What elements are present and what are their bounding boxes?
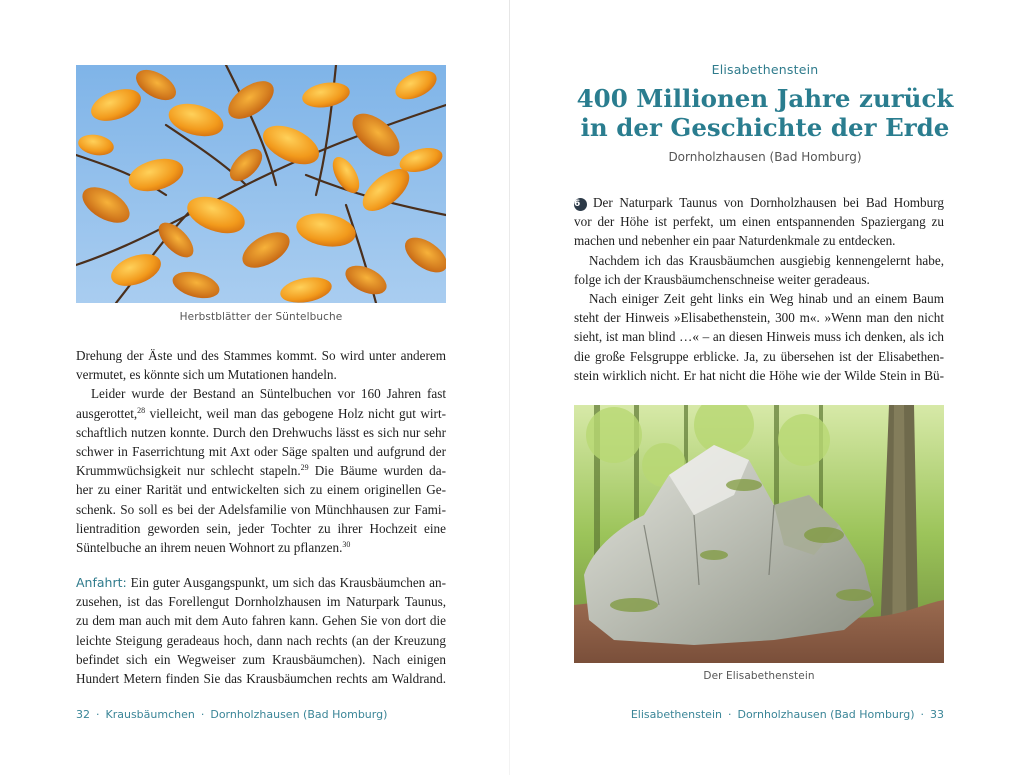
right-footer: Elisabethenstein · Dornholzhausen (Bad Homburg) · 33 (630, 708, 944, 721)
text-line: schenk. So soll es bei der Adelsfamilie von Münchhausen zur Fami- (76, 501, 446, 517)
text-line: Süntelbuche an ihrem neuen Wohnort zu pflanzen.$^{30}$ (76, 540, 351, 556)
text-line: lientradition geworden sein, jeder Tochter zu ihrer Hochzeit eine (76, 520, 446, 536)
text-line: zusehen, ist das Forellengut Dornholzhausen im Naturpark Taunus, (76, 594, 446, 610)
chapter-title-line-1: 400 Millionen Jahre zurück (576, 84, 954, 113)
left-photo-caption: Herbstblätter der Süntelbuche (179, 311, 343, 323)
text-line: die große Felsgruppe erblicke. Ja, zu übersehen ist der Elisabethen- (574, 348, 944, 364)
text-line: schwer in Faserrichtung mit Axt oder Säge spalten und aufgrund der (76, 444, 446, 460)
text-line: vermutet, es könnte sich um Mutationen handeln. (76, 367, 337, 383)
footer-location-right: Dornholzhausen (Bad Homburg) (737, 708, 915, 721)
text-line: machen und nebenher ein paar Naturdenkmale zu entdecken. (574, 233, 896, 249)
text-line: Nachdem ich das Krausbäumchen ausgiebig kennengelernt habe, (589, 252, 944, 268)
text-line: Hundert Metern finden Sie das Krausbäumchen rechts am Waldrand. (76, 671, 446, 687)
text-line: schaftlich nutzen konnte. Durch den Drehwuchs lässt es sich nur sehr (76, 424, 446, 440)
footer-chapter-right: Elisabethenstein (630, 708, 722, 721)
text-line: sieht, ist man blind …« – an diesen Hinweis muss ich denken, als ich (574, 329, 944, 345)
text-line: leichte Steigung geradeaus hoch, dann nach rechts (an der Kreuzung (76, 632, 446, 648)
number-badge-icon: 6 (574, 198, 587, 211)
text-line: zu dem man auch mit dem Auto fahren kann. Gehen Sie von dort die (76, 613, 446, 629)
footnote-29: 29 (300, 463, 309, 473)
text-line: her zu einer Rarität und entwickelten sich zu einem originellen Ge- (76, 482, 446, 498)
text-line: Leider wurde der Bestand an Süntelbuchen vor 160 Jahren fast (91, 386, 446, 402)
text-line: folge ich der Krausbäumchenschneise weiter geradeaus. (574, 271, 870, 287)
footer-chapter-left: Krausbäumchen (105, 708, 195, 721)
text-line: Anfahrt: Ein guter Ausgangspunkt, um sich das Krausbäumchen an- (76, 575, 446, 590)
text-line: stein wirklich nicht. Er hat nicht die Höhe wie der Wilde Stein in Bü- (574, 367, 944, 383)
text-line: ausgerottet,$^{28}$ vielleicht, weil man das gebogene Holz nicht gut wirt- (76, 405, 446, 421)
right-page (510, 0, 1020, 775)
footer-location-left: Dornholzhausen (Bad Homburg) (210, 708, 388, 721)
elisabethenstein-photo (574, 405, 944, 663)
text-line: befindet sich ein Wegweiser zum Krausbäumchen). Nach einigen (76, 651, 446, 667)
chapter-subtitle: Dornholzhausen (Bad Homburg) (668, 150, 862, 164)
anfahrt-label: Anfahrt: (76, 575, 127, 590)
page-number-left: 32 (76, 708, 90, 721)
section-kicker: Elisabethenstein (711, 62, 819, 77)
anfahrt-section (76, 573, 446, 688)
chapter-title-line-2: in der Geschichte der Erde (580, 113, 950, 142)
text-line: Nach einiger Zeit geht links ein Weg hinab und an einem Baum (589, 291, 944, 307)
text-line: Krummwüchsigkeit nur schlecht stapeln.$^{29}$ Die Bäume wurden da- (76, 463, 446, 479)
text-line: vor der Höhe ist perfekt, um einen entspannenden Spaziergang zu (574, 214, 944, 230)
autumn-leaves-illustration (76, 65, 446, 303)
right-photo-caption: Der Elisabethenstein (703, 670, 815, 682)
text-line: 6 Der Naturpark Taunus von Dornholzhausen bei Bad Homburg (574, 195, 944, 210)
text-line: Drehung der Äste und des Stammes kommt. So wird unter anderem (76, 348, 446, 363)
page-number-right: 33 (930, 708, 944, 721)
chapter-title (510, 84, 1020, 142)
footnote-28: 28 (137, 405, 146, 415)
rock-forest-illustration (574, 405, 944, 663)
right-body-text (574, 193, 944, 385)
left-body-text (76, 346, 446, 557)
footnote-30: 30 (342, 540, 351, 550)
autumn-leaves-photo (76, 65, 446, 303)
left-footer: 32 · Krausbäumchen · Dornholzhausen (Bad Homburg) (76, 708, 388, 721)
text-line: steht der Hinweis »Elisabethenstein, 300 m«. »Wenn man den nicht (574, 310, 944, 326)
